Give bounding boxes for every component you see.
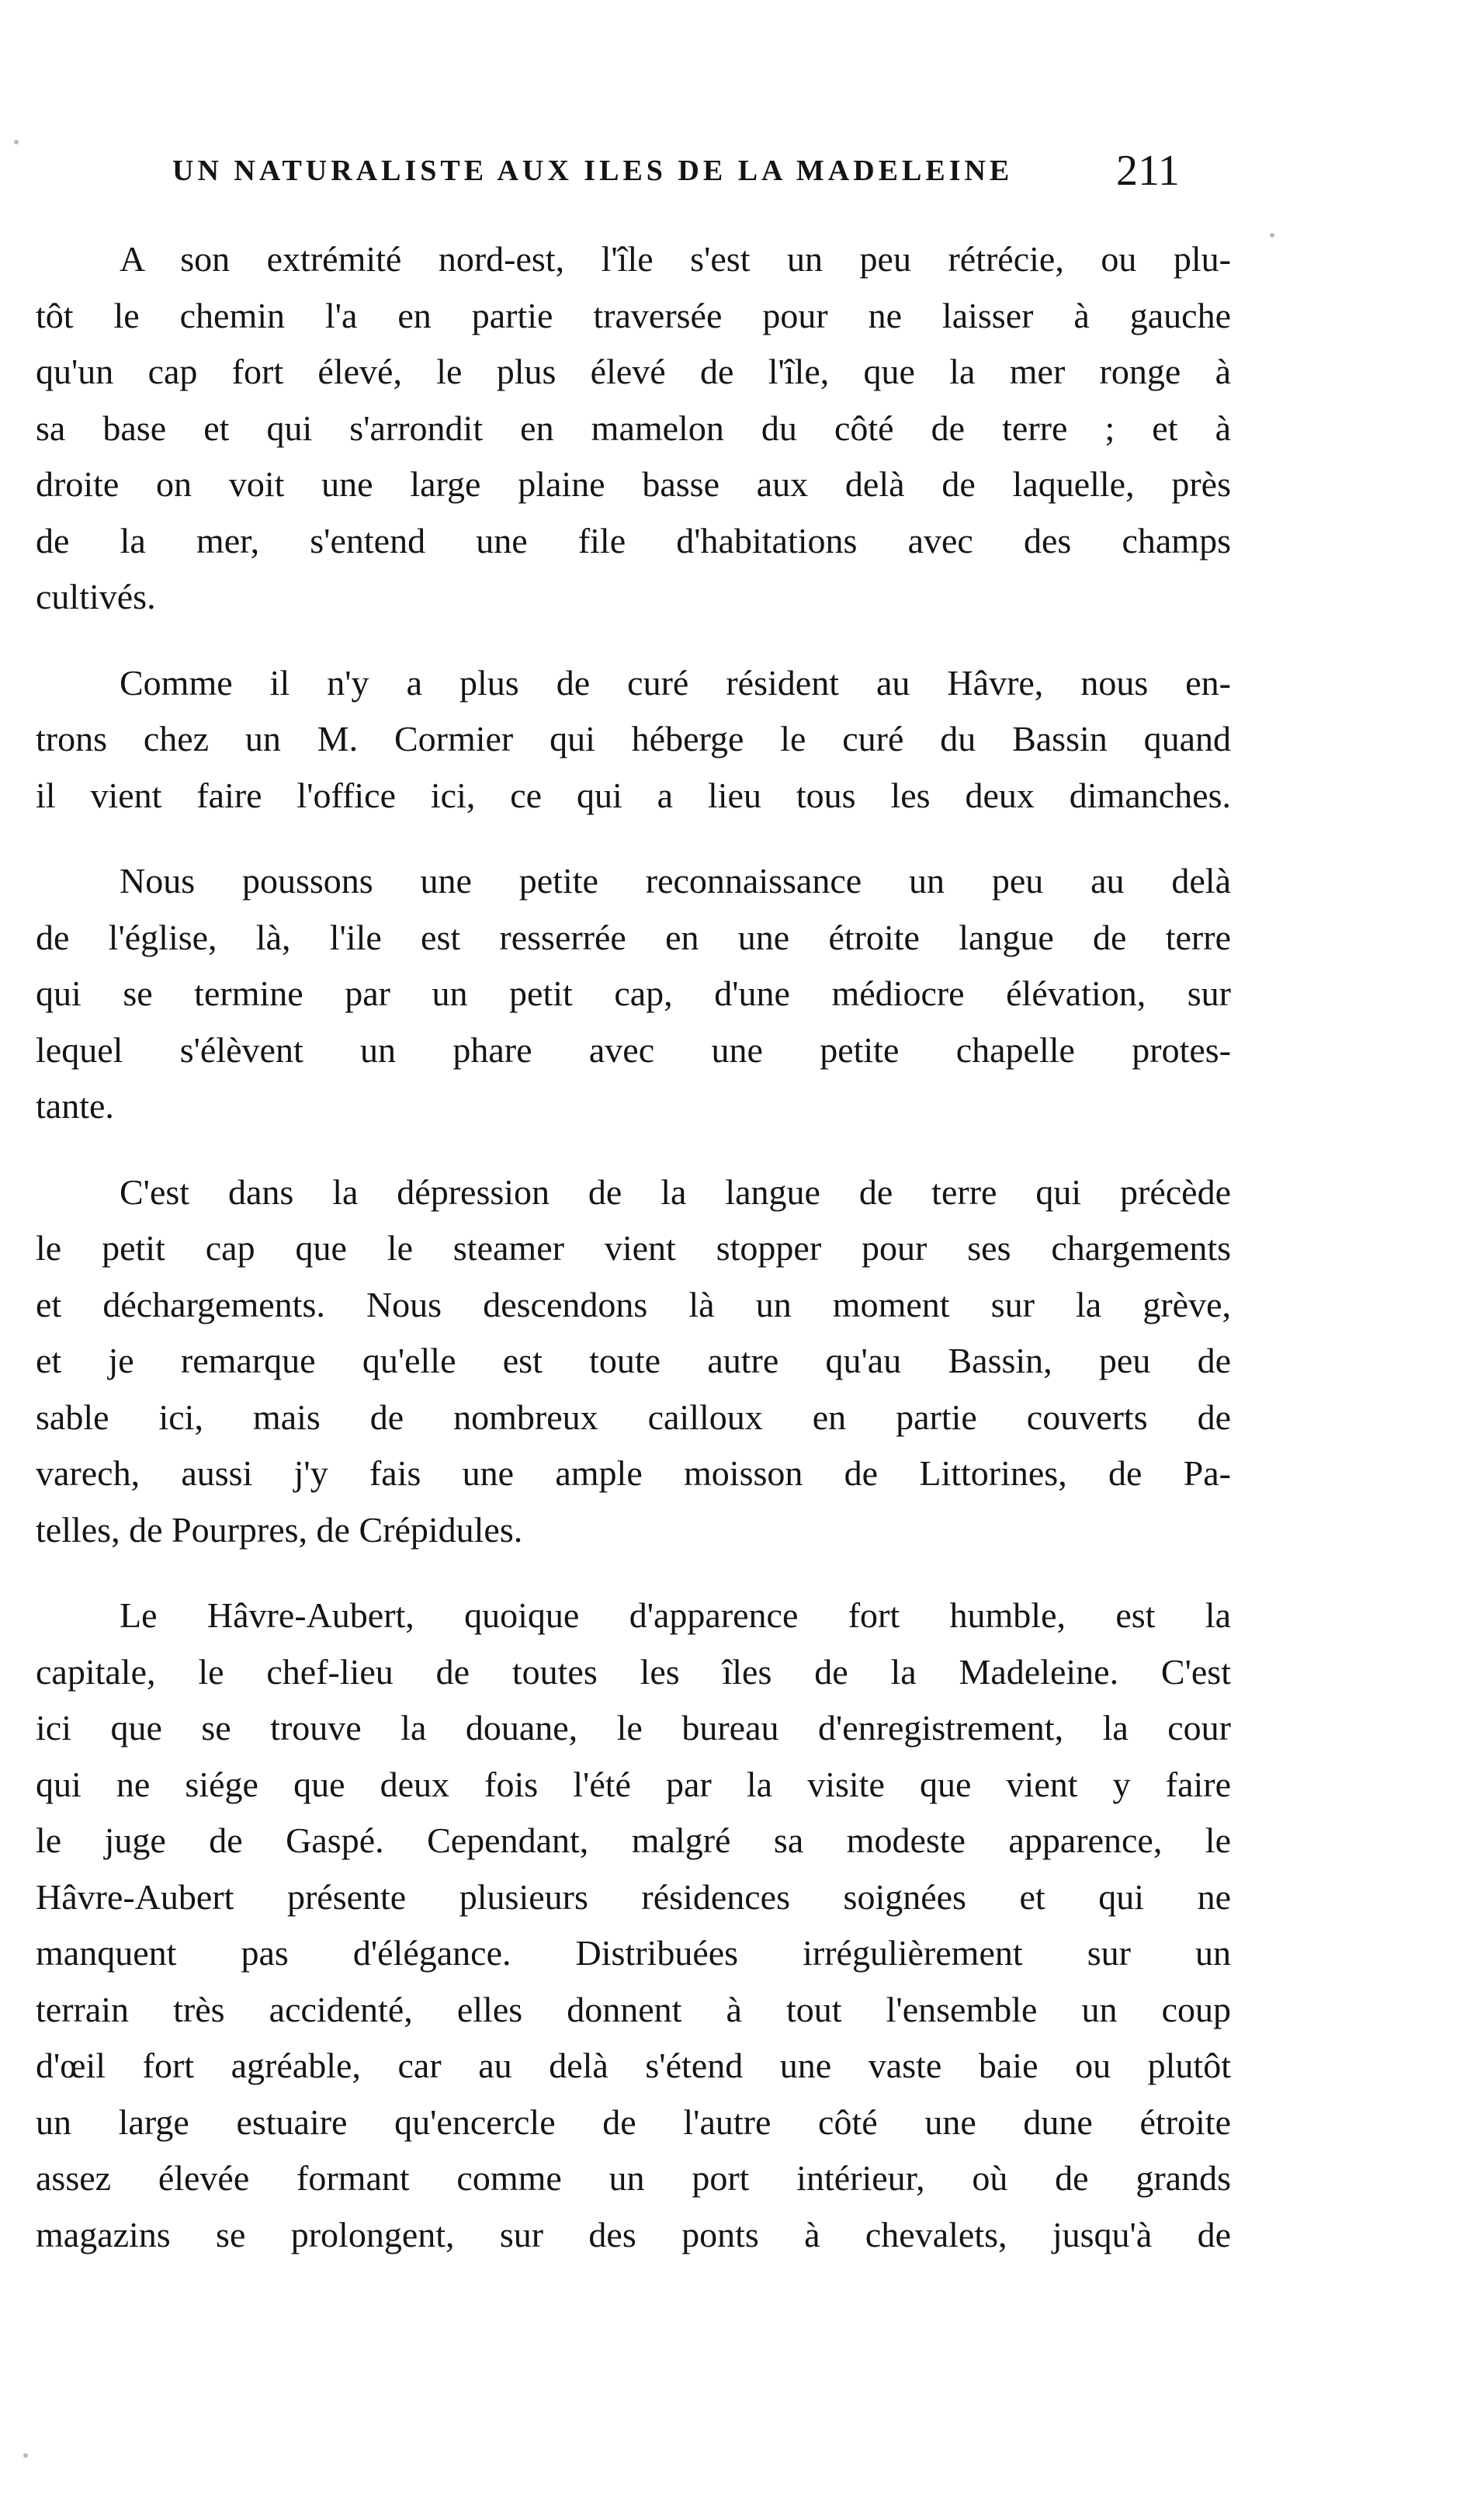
text-line: le petit cap que le steamer vient stopper pour ses chargements: [36, 1228, 1231, 1268]
text-line: capitale, le chef-lieu de toutes les îles de la Madeleine. C'est: [36, 1651, 1231, 1692]
paper-speck: [14, 140, 19, 144]
text-line: C'est dans la dépression de la langue de terre qui précède: [120, 1171, 1231, 1212]
paper-speck: [1270, 233, 1274, 238]
text-line: assez élevée formant comme un port intérieur, où de grands: [36, 2158, 1231, 2198]
running-title: UN NATURALISTE AUX ILES DE LA MADELEINE: [172, 154, 1014, 187]
text-line: Hâvre-Aubert présente plusieurs résidences soignées et qui ne: [36, 1876, 1231, 1917]
text-line: telles, de Pourpres, de Crépidules.: [36, 1509, 523, 1550]
text-line: cultivés.: [36, 577, 156, 616]
paragraph: [36, 1164, 1231, 1559]
text-line: droite on voit une large plaine basse aux delà de laquelle, près: [36, 464, 1231, 504]
text-line: et je remarque qu'elle est toute autre qu'au Bassin, peu de: [36, 1341, 1231, 1380]
text-line: sable ici, mais de nombreux cailloux en partie couverts de: [36, 1397, 1231, 1437]
text-line: Nous poussons une petite reconnaissance un peu au delà: [120, 861, 1231, 901]
text-line: qu'un cap fort élevé, le plus élevé de l'île, que la mer ronge à: [36, 352, 1231, 391]
text-line: et déchargements. Nous descendons là un moment sur la grève,: [36, 1284, 1231, 1324]
paper-speck: [23, 2453, 28, 2458]
text-line: varech, aussi j'y fais une ample moisson de Littorines, de Pa-: [36, 1453, 1231, 1493]
text-line: de la mer, s'entend une file d'habitations avec des champs: [36, 520, 1231, 561]
text-line: d'œil fort agréable, car au delà s'étend une vaste baie ou plutôt: [36, 2046, 1231, 2085]
text-line: tôt le chemin l'a en partie traversée pour ne laisser à gauche: [36, 295, 1231, 335]
paragraph: [36, 655, 1231, 824]
text-line: qui se termine par un petit cap, d'une médiocre élévation, sur: [36, 974, 1231, 1013]
page-number: 211: [1116, 147, 1180, 195]
running-header: [0, 146, 1484, 200]
text-line: ici que se trouve la douane, le bureau d'enregistrement, la cour: [36, 1708, 1231, 1748]
text-line: il vient faire l'office ici, ce qui a lieu tous les deux dimanches.: [36, 775, 1231, 815]
paragraph: [36, 231, 1231, 626]
text-line: le juge de Gaspé. Cependant, malgré sa modeste apparence, le: [36, 1820, 1231, 1860]
text-line: trons chez un M. Cormier qui héberge le curé du Bassin quand: [36, 719, 1231, 758]
text-line: Comme il n'y a plus de curé résident au Hâvre, nous en-: [120, 662, 1231, 703]
text-line: de l'église, là, l'ile est resserrée en une étroite langue de terre: [36, 917, 1231, 957]
text-line: tante.: [36, 1086, 114, 1126]
paragraph: [36, 853, 1231, 1135]
text-line: A son extrémité nord-est, l'île s'est un peu rétrécie, ou plu-: [120, 239, 1231, 279]
text-line: magazins se prolongent, sur des ponts à chevalets, jusqu'à de: [36, 2214, 1231, 2254]
text-line: un large estuaire qu'encercle de l'autre côté une dune étroite: [36, 2102, 1231, 2142]
text-line: lequel s'élèvent un phare avec une petite chapelle protes-: [36, 1029, 1231, 1070]
text-line: manquent pas d'élégance. Distribuées irrégulièrement sur un: [36, 1933, 1231, 1973]
body-text: [36, 231, 1231, 2292]
text-line: terrain très accidenté, elles donnent à tout l'ensemble un coup: [36, 1989, 1231, 2029]
text-line: qui ne siége que deux fois l'été par la visite que vient y faire: [36, 1764, 1231, 1804]
paragraph: [36, 1588, 1231, 2263]
text-line: sa base et qui s'arrondit en mamelon du côté de terre ; et à: [36, 408, 1231, 448]
text-line: Le Hâvre-Aubert, quoique d'apparence fort humble, est la: [120, 1595, 1231, 1635]
